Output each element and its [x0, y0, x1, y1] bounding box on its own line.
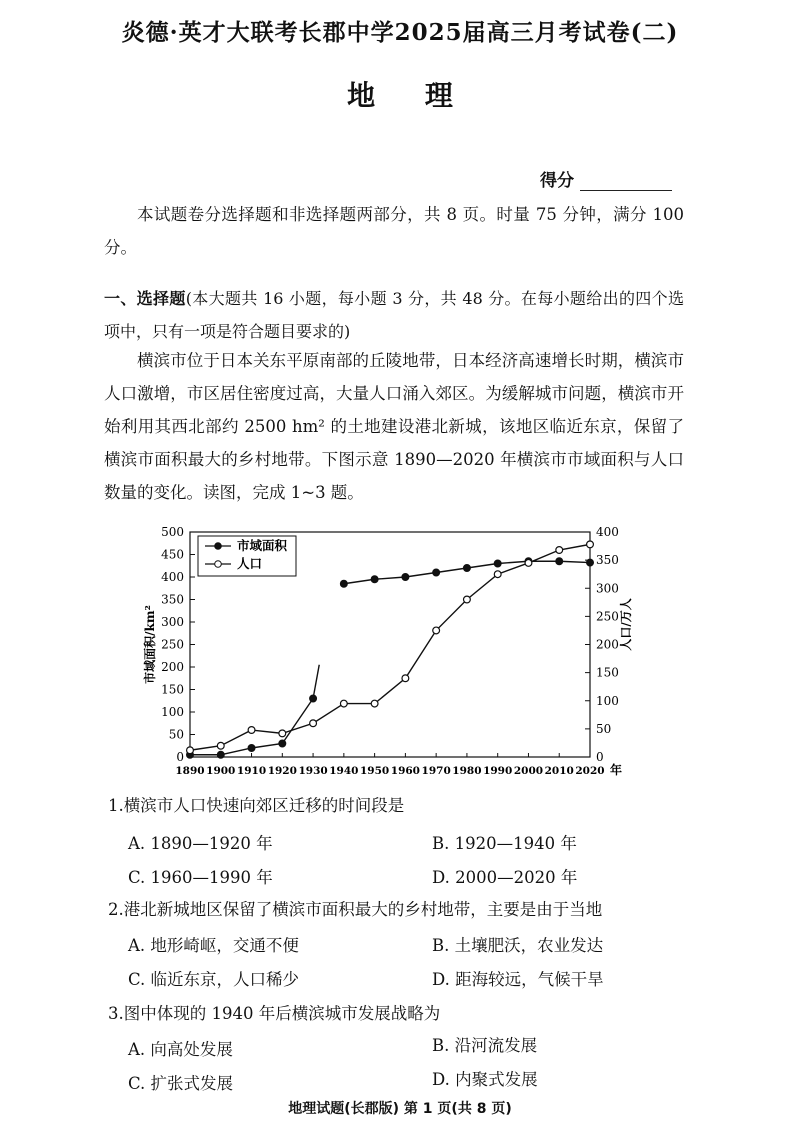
area-point — [248, 745, 255, 752]
left-tick-label: 0 — [176, 750, 184, 764]
x-tick-label: 1960 — [390, 765, 421, 777]
left-tick-label: 200 — [161, 660, 184, 674]
reading-passage: 横滨市位于日本关东平原南部的丘陵地带，日本经济高速增长时期，横滨市人口激增，市区居住密度过高，大量人口涌入郊区。为缓解城市问题，横滨市开始利用其西北部约 2500 hm² 的土地建设港北新城，该地区临近东京，保留了横滨市面积最大的乡村地带。下图示意 1890—2020 年横滨市市域面积与人口数量的变化。读图，完成 1~3 题。 — [104, 351, 684, 502]
left-tick-label: 250 — [161, 637, 184, 652]
section-description: (本大题共 16 小题，每小题 3 分，共 48 分。在每小题给出的四个选项中，只有一项是符合题目要求的) — [104, 289, 684, 341]
option-2c[interactable]: C. 临近东京，人口稀少 — [128, 970, 300, 989]
area-point — [279, 740, 286, 747]
score-label: 得分 — [540, 171, 574, 191]
left-tick-label: 350 — [161, 592, 184, 607]
right-axis-label: 人口/万人 — [619, 598, 633, 651]
legend-marker — [215, 561, 222, 568]
population-point — [433, 627, 440, 634]
x-tick-label: 1980 — [452, 765, 482, 777]
option-1c[interactable]: C. 1960—1990 年 — [128, 868, 273, 887]
population-point — [494, 571, 501, 578]
population-point — [248, 727, 255, 734]
question-number: 1. — [108, 796, 124, 815]
chart-legend — [198, 536, 296, 576]
left-tick-label: 500 — [161, 525, 184, 539]
area-point — [340, 580, 347, 587]
right-tick-label: 100 — [596, 693, 619, 708]
population-point — [556, 547, 563, 554]
right-tick-label: 200 — [596, 637, 619, 652]
population-point — [587, 541, 594, 548]
area-point — [494, 560, 501, 567]
right-tick-label: 50 — [596, 721, 612, 736]
question-2 — [108, 896, 602, 920]
option-3b[interactable]: B. 沿河流发展 — [432, 1036, 538, 1055]
x-tick-label: 1940 — [329, 765, 359, 777]
question-3 — [108, 1000, 440, 1024]
legend-label: 市域面积 — [237, 538, 288, 553]
option-2d[interactable]: D. 距海较远，气候干旱 — [432, 970, 604, 989]
question-text: 图中体现的 1940 年后横滨城市发展战略为 — [123, 1004, 441, 1023]
series-extension-0 — [313, 665, 319, 699]
area-point — [464, 565, 471, 572]
right-tick-label: 250 — [596, 609, 619, 624]
score-blank[interactable] — [580, 172, 672, 191]
option-3a[interactable]: A. 向高处发展 — [128, 1040, 233, 1059]
section-heading — [104, 282, 684, 348]
option-2b[interactable]: B. 土壤肥沃，农业发达 — [432, 936, 604, 955]
area-point — [217, 751, 224, 758]
population-point — [340, 700, 347, 707]
right-tick-label: 350 — [596, 553, 619, 568]
right-tick-label: 150 — [596, 665, 619, 680]
left-axis-label: 市域面积/km² — [143, 605, 157, 684]
left-tick-label: 450 — [161, 547, 184, 562]
right-tick-label: 0 — [596, 750, 604, 764]
area-point — [371, 576, 378, 583]
question-text: 港北新城地区保留了横滨市面积最大的乡村地带，主要是由于当地 — [123, 900, 603, 919]
question-number: 3. — [108, 1004, 124, 1023]
area-point — [433, 569, 440, 576]
left-tick-label: 300 — [161, 615, 184, 629]
population-point — [279, 730, 286, 737]
area-population-chart — [140, 520, 633, 785]
area-point — [556, 558, 563, 565]
option-3d[interactable]: D. 内聚式发展 — [432, 1070, 538, 1089]
population-point — [464, 596, 471, 603]
question-text: 横滨市人口快速向郊区迁移的时间段是 — [123, 796, 405, 815]
area-point — [587, 559, 594, 566]
exam-header-title: 炎德·英才大联考长郡中学2025届高三月考试卷(二) — [121, 19, 679, 46]
section-title: 一、选择题 — [104, 289, 186, 308]
area-point — [310, 695, 317, 702]
x-tick-label: 1920 — [267, 765, 297, 777]
left-tick-label: 50 — [168, 727, 184, 742]
x-tick-label: 1900 — [206, 765, 236, 777]
population-point — [402, 675, 409, 682]
option-3c[interactable]: C. 扩张式发展 — [128, 1074, 234, 1093]
option-1b[interactable]: B. 1920—1940 年 — [432, 834, 577, 853]
x-tick-label: 1990 — [483, 765, 513, 777]
page-footer: 地理试题(长郡版) 第 1 页(共 8 页) — [288, 1101, 512, 1117]
question-1 — [108, 792, 404, 816]
subject-title: 地 理 — [347, 79, 473, 112]
legend-marker — [215, 543, 222, 550]
population-point — [525, 560, 532, 567]
option-1a[interactable]: A. 1890—1920 年 — [128, 834, 273, 853]
x-tick-label: 2000 — [513, 765, 544, 777]
x-tick-label: 1910 — [236, 765, 267, 777]
exam-intro: 本试题卷分选择题和非选择题两部分，共 8 页。时量 75 分钟，满分 100 分。 — [104, 205, 684, 257]
population-point — [371, 700, 378, 707]
population-point — [217, 742, 224, 749]
question-number: 2. — [108, 900, 124, 919]
right-tick-label: 400 — [596, 525, 619, 539]
legend-label: 人口 — [237, 556, 263, 571]
x-unit-label: 年 — [610, 763, 623, 777]
left-tick-label: 400 — [161, 570, 184, 584]
x-tick-label: 2010 — [544, 765, 574, 777]
option-1d[interactable]: D. 2000—2020 年 — [432, 868, 578, 887]
population-point — [310, 720, 317, 727]
x-tick-label: 1930 — [298, 765, 328, 777]
population-point — [187, 747, 194, 754]
left-tick-label: 100 — [161, 705, 184, 719]
area-point — [402, 574, 409, 581]
x-tick-label: 1950 — [359, 765, 390, 777]
right-tick-label: 300 — [596, 581, 619, 596]
x-tick-label: 2020 — [575, 765, 605, 777]
x-tick-label: 1890 — [175, 765, 205, 777]
x-tick-label: 1970 — [421, 765, 451, 777]
score-field[interactable] — [540, 166, 672, 191]
left-tick-label: 150 — [161, 682, 184, 697]
option-2a[interactable]: A. 地形崎岖，交通不便 — [128, 936, 299, 955]
